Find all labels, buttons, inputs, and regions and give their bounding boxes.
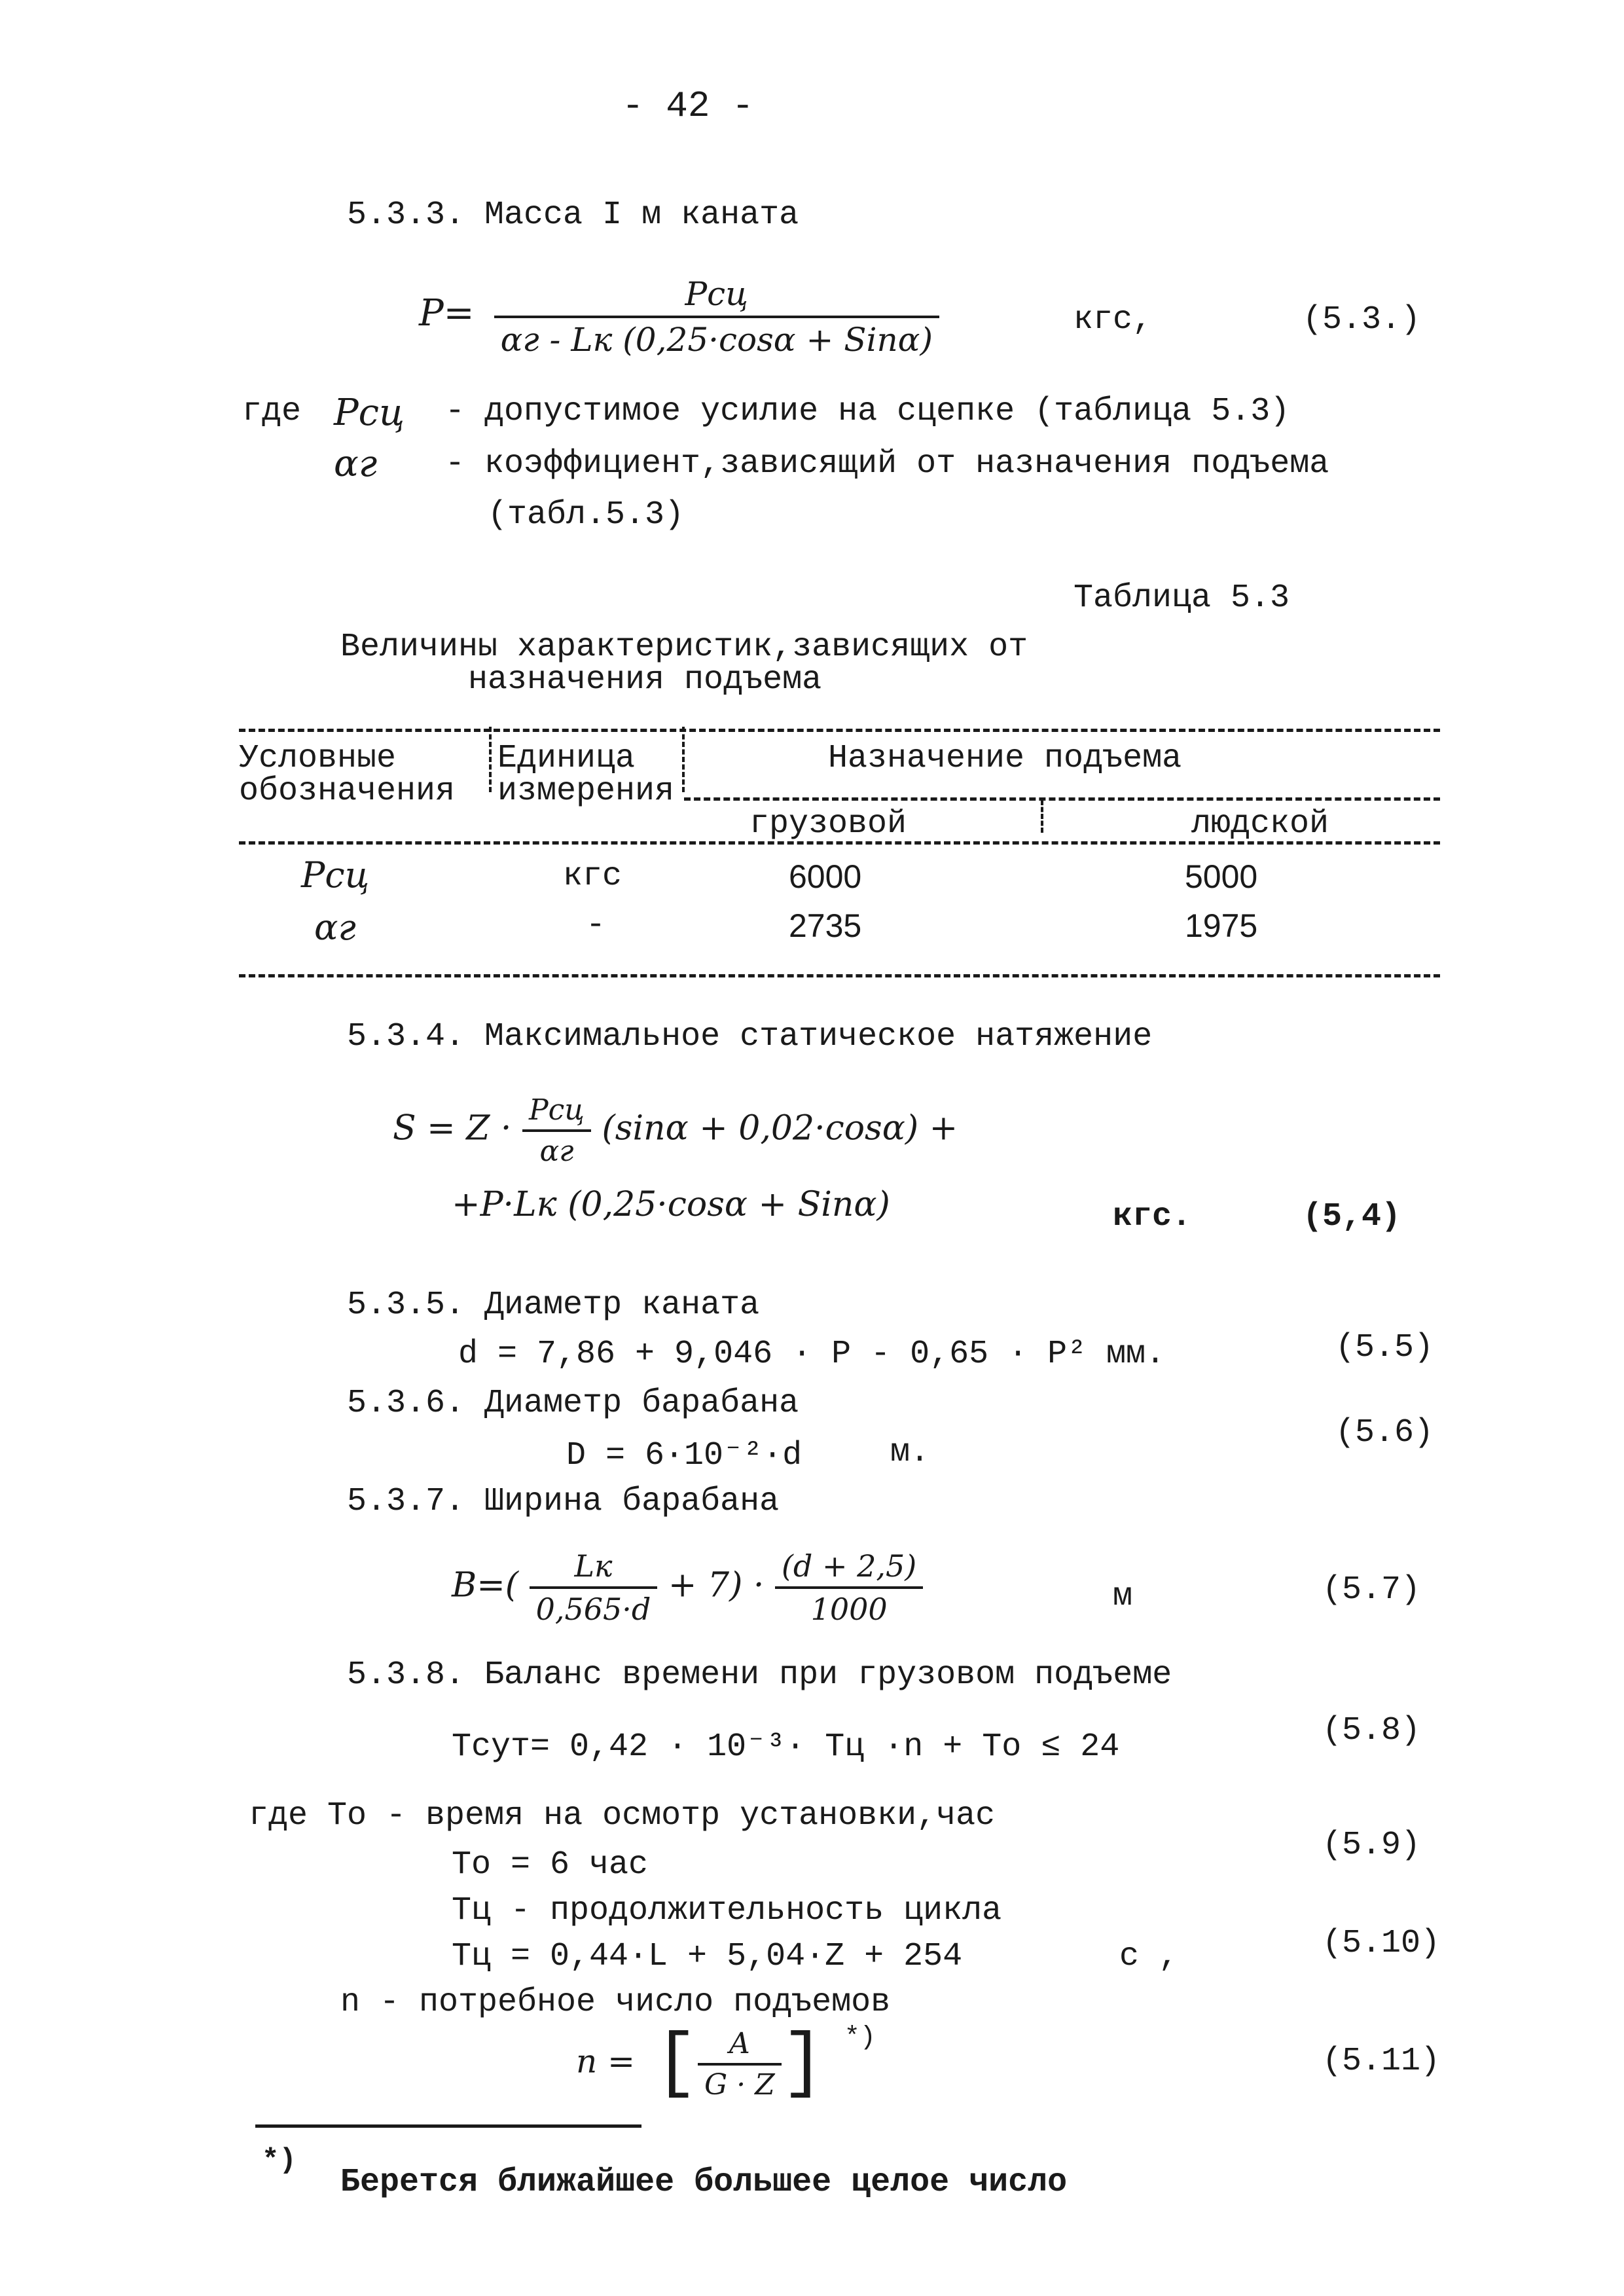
table-row-1-people: 5000 <box>1185 858 1258 895</box>
section-5-3-3-heading: 5.3.3. Масса I м каната <box>347 196 799 234</box>
where-to-description: где To - время на осмотр установки,час <box>249 1797 996 1834</box>
table-row-1-unit: кгс <box>563 858 623 895</box>
formula-5-7-numerator-2: (d + 2,5) <box>775 1548 923 1589</box>
description-alpha: - коэффициент,зависящий от назначения подъема <box>445 445 1329 483</box>
formula-5-4-denominator: αг <box>539 1135 574 1168</box>
section-5-3-5-heading: 5.3.5. Диаметр каната <box>347 1286 760 1324</box>
tc-description: Tц - продолжительность цикла <box>452 1892 1002 1929</box>
formula-5-11 <box>576 2023 876 2105</box>
symbol-alpha: αг <box>334 443 378 485</box>
footnote-rule <box>255 2124 641 2128</box>
formula-5-9: To = 6 час <box>452 1846 649 1884</box>
bracket-left: [ <box>655 2023 698 2105</box>
section-5-3-8-heading: 5.3.8. Баланс времени при грузовом подъеме <box>347 1656 1172 1694</box>
formula-5-7-unit: м <box>1113 1578 1133 1615</box>
formula-5-7-fraction-1 <box>530 1548 658 1627</box>
table-row-1-cargo: 6000 <box>789 858 862 895</box>
formula-5-4-numerator: Pсц <box>522 1093 591 1132</box>
equation-number-5-10: (5.10) <box>1322 1925 1441 1962</box>
formula-5-7-fraction-2 <box>775 1548 923 1627</box>
table-divider-3 <box>1041 800 1043 833</box>
formula-5-3 <box>419 275 939 359</box>
formula-5-7-denominator-2: 1000 <box>810 1592 888 1627</box>
description-alpha-ref: (табл.5.3) <box>488 496 685 534</box>
section-5-3-6-heading: 5.3.6. Диаметр барабана <box>347 1385 799 1422</box>
formula-5-4-unit: кгс. <box>1113 1198 1192 1235</box>
formula-5-7-lhs: B=( <box>452 1565 519 1605</box>
bracket-right: ] <box>781 2023 825 2105</box>
table-caption-line1: Величины характеристик,зависящих от <box>340 629 1028 666</box>
equation-number-5-4: (5,4) <box>1303 1198 1401 1235</box>
formula-5-6-unit: м. <box>890 1434 930 1471</box>
formula-5-4-lhs: S = Z · <box>393 1108 512 1148</box>
equation-number-5-6: (5.6) <box>1335 1414 1434 1451</box>
formula-5-4-fraction <box>522 1093 591 1168</box>
formula-5-5: d = 7,86 + 9,046 · P - 0,65 · P² <box>458 1336 1087 1373</box>
section-5-3-4-heading: 5.3.4. Максимальное статическое натяжение <box>347 1018 1153 1055</box>
formula-5-10: Tц = 0,44·L + 5,04·Z + 254 <box>452 1938 963 1975</box>
table-header-designation: Условные <box>239 740 397 777</box>
table-row-2-symbol: αг <box>314 907 356 948</box>
footnote-mark: *) <box>262 2144 297 2177</box>
equation-number-5-5: (5.5) <box>1335 1329 1434 1366</box>
formula-5-6: D = 6·10⁻²·d <box>566 1437 803 1474</box>
formula-5-7-numerator-1: Lк <box>530 1548 658 1589</box>
formula-5-4-line1 <box>393 1093 958 1168</box>
table-row-2-unit: - <box>586 907 606 944</box>
footnote-text: Берется ближайшее большее целое число <box>340 2164 1068 2201</box>
table-row-2-cargo: 2735 <box>789 907 862 944</box>
equation-number-5-11: (5.11) <box>1322 2043 1441 2080</box>
formula-5-11-numerator: A <box>698 2027 782 2066</box>
formula-5-7-denominator-1: 0,565·d <box>535 1592 651 1627</box>
formula-5-7-middle: + 7) · <box>668 1565 765 1605</box>
formula-lhs: P= <box>419 292 475 335</box>
table-header-cargo: грузовой <box>749 805 907 843</box>
equation-number-5-7: (5.7) <box>1322 1571 1421 1609</box>
table-header-unit-2: измерения <box>497 773 675 810</box>
formula-5-11-lhs: n = <box>576 2042 635 2081</box>
page-number: - 42 - <box>622 85 754 127</box>
formula-5-7 <box>452 1548 923 1627</box>
table-top-rule <box>239 729 1440 732</box>
table-header-unit: Единица <box>497 740 636 777</box>
formula-5-5-unit: мм. <box>1106 1336 1166 1373</box>
footnote-reference: *) <box>844 2023 876 2052</box>
table-row-2-people: 1975 <box>1185 907 1258 944</box>
fraction-denominator: αг - Lк (0,25·cosα + Sinα) <box>500 321 933 359</box>
formula-5-8: Tсут= 0,42 · 10⁻³· Tц ·n + To ≤ 24 <box>452 1728 1120 1766</box>
description-pcc: - допустимое усилие на сцепке (таблица 5.3) <box>445 393 1290 430</box>
formula-5-11-denominator: G · Z <box>704 2068 775 2102</box>
table-header-purpose: Назначение подъема <box>828 740 1182 777</box>
formula-5-4-line2: +P·Lк (0,25·cosα + Sinα) <box>452 1185 890 1224</box>
fraction <box>494 275 939 359</box>
table-caption-line2: назначения подъема <box>468 661 822 699</box>
formula-5-4-rest: (sinα + 0,02·cosα) + <box>602 1108 958 1148</box>
table-label: Таблица 5.3 <box>1074 579 1290 617</box>
table-row-1-symbol: Pсц <box>301 854 370 896</box>
table-divider-2 <box>682 727 685 792</box>
formula-5-11-fraction <box>698 2027 782 2102</box>
equation-number-5-9: (5.9) <box>1322 1827 1421 1864</box>
fraction-numerator: Pсц <box>494 275 939 318</box>
symbol-pcc: Pсц <box>334 392 405 434</box>
where-label: где <box>242 393 302 430</box>
equation-number-5-3: (5.3.) <box>1303 301 1421 338</box>
equation-number-5-8: (5.8) <box>1322 1712 1421 1749</box>
formula-unit: кгс, <box>1074 301 1153 338</box>
table-divider-1 <box>489 727 492 792</box>
n-description: n - потребное число подъемов <box>340 1984 891 2021</box>
formula-5-10-unit: с , <box>1119 1938 1179 1975</box>
table-header-designation-2: обозначения <box>239 773 456 810</box>
section-5-3-7-heading: 5.3.7. Ширина барабана <box>347 1483 780 1520</box>
table-bottom-rule <box>239 974 1440 977</box>
table-group-rule <box>684 797 1440 801</box>
table-header-people: людской <box>1191 805 1329 843</box>
